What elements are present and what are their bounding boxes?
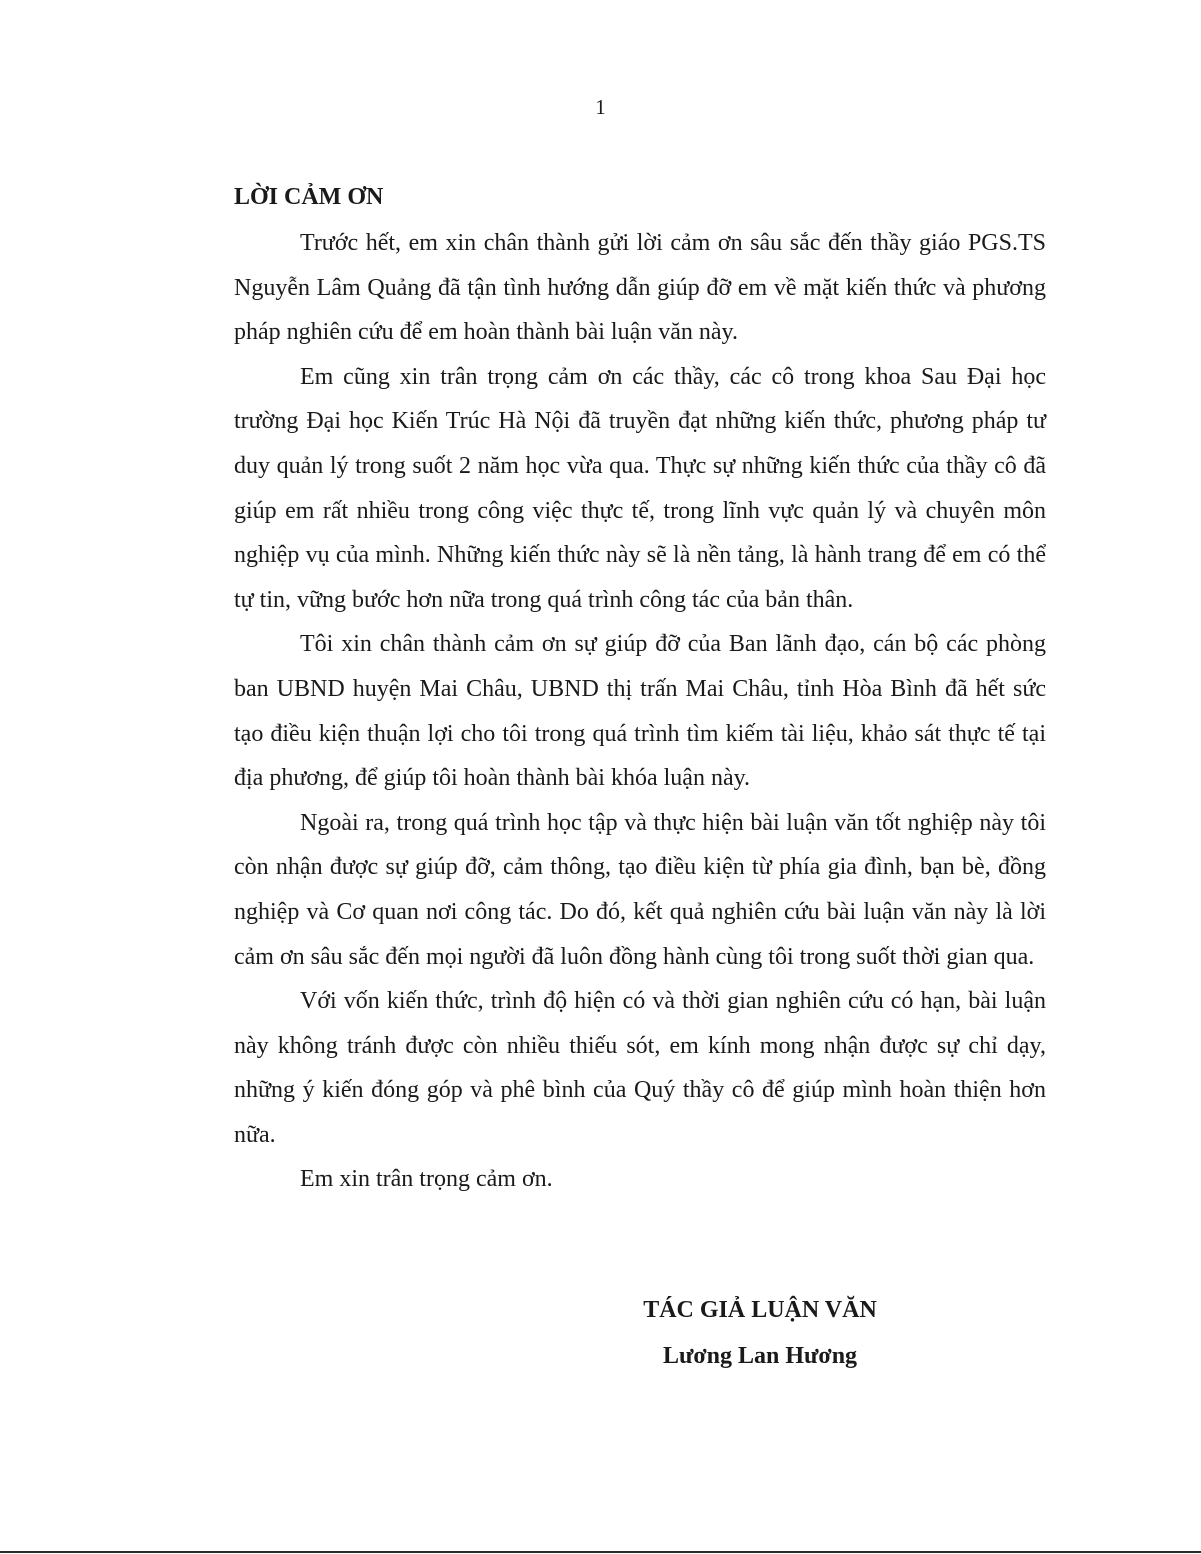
signature-name: Lương Lan Hương: [662, 1343, 858, 1369]
section-heading: LỜI CẢM ƠN: [234, 184, 384, 210]
paragraph-3: Tôi xin chân thành cảm ơn sự giúp đỡ của Ban lãnh đạo, cán bộ các phòng ban UBND huyện Mai Châu, UBND thị trấn Mai Châu, tỉnh Hòa Bình đã hết sức tạo điều kiện thuận lợi cho tôi trong quá trình tìm kiếm tài liệu, khảo sát thực tế tại địa phương, để giúp tôi hoàn thành bài khóa luận này.: [234, 631, 1046, 792]
signature-title: TÁC GIẢ LUẬN VĂN: [643, 1297, 877, 1323]
page-bottom-divider: [0, 1551, 1201, 1553]
paragraph-2: Em cũng xin trân trọng cảm ơn các thầy, các cô trong khoa Sau Đại học trường Đại học Kiến Trúc Hà Nội đã truyền đạt những kiến thức, phương pháp tư duy quản lý trong suốt 2 năm học vừa qua. Thực sự những kiến thức của thầy cô đã giúp em rất nhiều trong công việc thực tế, trong lĩnh vực quản lý và chuyên môn nghiệp vụ của mình. Những kiến thức này sẽ là nền tảng, là hành trang để em có thể tự tin, vững bước hơn nữa trong quá trình công tác của bản thân.: [234, 363, 1046, 613]
paragraph-5: Với vốn kiến thức, trình độ hiện có và thời gian nghiên cứu có hạn, bài luận này không tránh được còn nhiều thiếu sót, em kính mong nhận được sự chỉ dạy, những ý kiến đóng góp và phê bình của Quý thầy cô để giúp mình hoàn thiện hơn nữa.: [234, 988, 1046, 1148]
acknowledgement-section: [234, 177, 1046, 1202]
paragraph-4: Ngoài ra, trong quá trình học tập và thực hiện bài luận văn tốt nghiệp này tôi còn nhận được sự giúp đỡ, cảm thông, tạo điều kiện từ phía gia đình, bạn bè, đồng nghiệp và Cơ quan nơi công tác. Do đó, kết quả nghiên cứu bài luận văn này là lời cảm ơn sâu sắc đến mọi người đã luôn đồng hành cùng tôi trong suốt thời gian qua.: [234, 809, 1046, 970]
page-number: 1: [595, 95, 606, 119]
paragraph-1: Trước hết, em xin chân thành gửi lời cảm ơn sâu sắc đến thầy giáo PGS.TS Nguyễn Lâm Quảng đã tận tình hướng dẫn giúp đỡ em về mặt kiến thức và phương pháp nghiên cứu để em hoàn thành bài luận văn này.: [234, 230, 1046, 346]
paragraph-closing: Em xin trân trọng cảm ơn.: [300, 1166, 553, 1193]
